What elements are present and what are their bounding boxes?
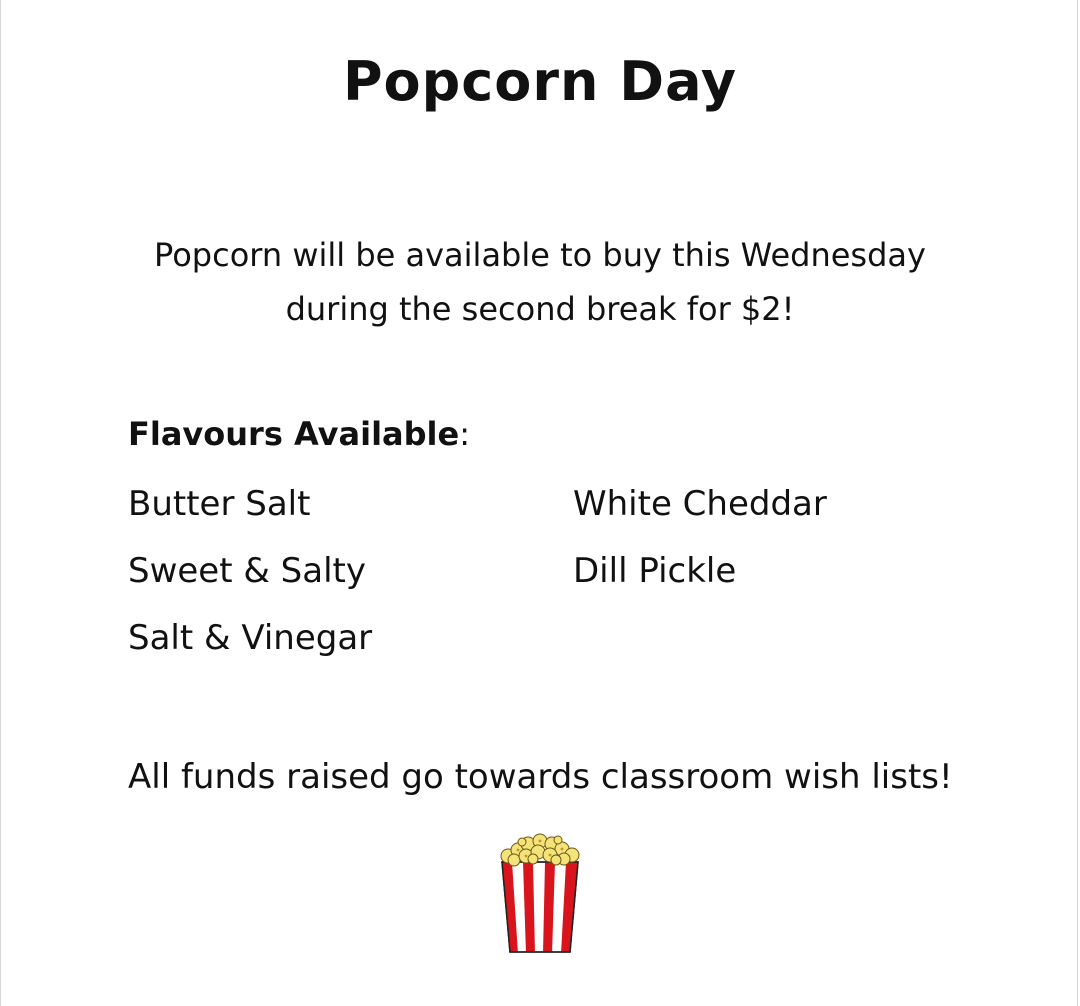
- flavours-heading: [128, 415, 470, 453]
- page-title: Popcorn Day: [342, 50, 738, 113]
- flavour-white-cheddar: White Cheddar: [573, 484, 827, 524]
- intro-paragraph: [0, 228, 1080, 336]
- flavour-sweet-salty: Sweet & Salty: [128, 551, 366, 591]
- funds-note: All funds raised go towards classroom wish lists!: [128, 757, 953, 797]
- intro-line-1: Popcorn will be available to buy this Wednesday: [154, 236, 926, 274]
- flavour-dill-pickle: Dill Pickle: [573, 551, 737, 591]
- flavours-heading-label: Flavours Available: [128, 415, 460, 453]
- flavour-butter-salt: Butter Salt: [128, 484, 311, 524]
- flavour-salt-vinegar: Salt & Vinegar: [128, 618, 373, 658]
- intro-line-2: during the second break for $2!: [285, 290, 795, 328]
- popcorn-box-icon: [498, 832, 582, 954]
- flavours-heading-colon: :: [459, 415, 470, 453]
